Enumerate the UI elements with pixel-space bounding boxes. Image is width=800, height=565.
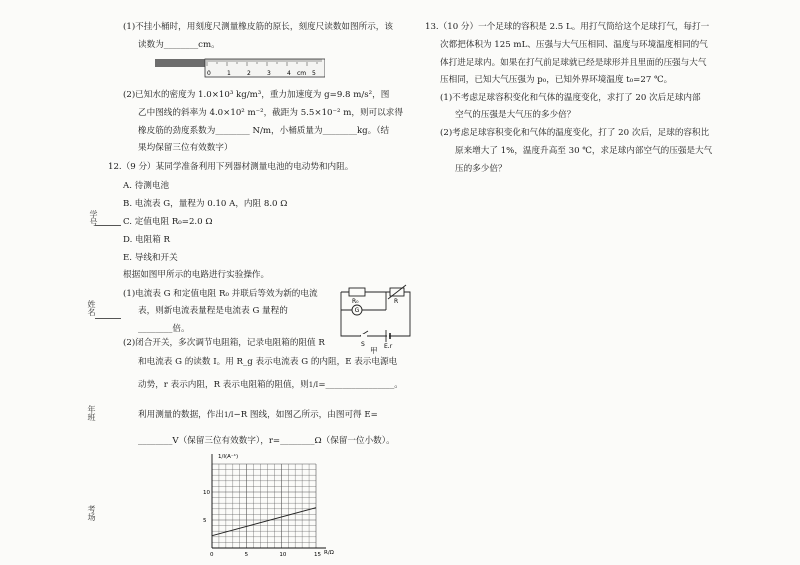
q12-option-b: B. 电流表 G，量程为 0.10 A，内阻 8.0 Ω — [123, 199, 288, 209]
graph-y-tick-label: 5 — [203, 518, 207, 524]
q12-part2-line2: 和电流表 G 的读数 I。用 R_g 表示电流表 G 的内阻，E 表示电源电 — [138, 357, 398, 367]
graph-x-tick-label: 5 — [244, 552, 249, 558]
q13-part2-line3: 压的多少倍？ — [455, 164, 507, 174]
graph-grid — [212, 464, 316, 548]
ruler-tick-label: 4 — [287, 70, 291, 77]
graph-y-axis-label: 1/I(A⁻¹) — [218, 454, 239, 460]
q13-part1-line2: 空气的压强是大气压的多少倍？ — [455, 110, 576, 120]
ruler-unit-label: cm — [297, 70, 307, 77]
sidebar-student-id-label: 学号 — [89, 210, 98, 226]
q12-part1-line3: ________倍。 — [138, 324, 190, 334]
circuit-label-r: R — [394, 298, 399, 305]
q13-part2-line2: 原来增大了 1%，温度升高至 30 ℃，求足球内部空气的压强是大气 — [455, 146, 713, 156]
q11-part2-line2: 乙中图线的斜率为 4.0×10² m⁻²，截距为 5.5×10⁻² m，则可以求得 — [138, 108, 403, 118]
fraction-1-over-i: 1/I — [223, 411, 234, 419]
fraction-1-over-i: 1/I — [308, 381, 319, 389]
q12-part2-line3 — [138, 380, 403, 391]
q12-option-e: E. 导线和开关 — [123, 253, 178, 263]
resistor-r0 — [349, 288, 365, 296]
graph-x-tick-label: 10 — [279, 552, 287, 558]
graph-x-ticks — [210, 552, 321, 558]
q11-part1-line1: (1)不挂小桶时，用刻度尺测量橡皮筋的原长，刻度尺读数如图所示，该 — [123, 22, 393, 32]
q13-stem-line1: 13.（10 分）一个足球的容积是 2.5 L。用打气筒给这个足球打气，每打一 — [425, 22, 710, 32]
q13-stem-line3: 体打进足球内。如果在打气前足球就已经是球形并且里面的压强与大气 — [440, 58, 707, 68]
q11-part2-line1: (2)已知水的密度为 1.0×10³ kg/m³，重力加速度为 g=9.8 m/s²，图 — [123, 90, 390, 100]
sidebar-name-line — [95, 318, 121, 319]
circuit-label-er: E,r — [384, 343, 393, 348]
sidebar-name-label: 姓名 — [87, 300, 96, 316]
sidebar-class-label: 年班 — [87, 405, 96, 421]
circuit-caption: 甲 — [370, 346, 378, 355]
q12-part2-line3-tail: =________________。 — [318, 380, 403, 390]
q12-part2-line4-tail: −R 图线，如图乙所示，由图可得 E= — [233, 410, 378, 420]
q12-part2-line3-text: 动势，r 表示内阻，R 表示电阻箱的阻值，则 — [138, 380, 309, 390]
q12-part1-line2: 表，则新电流表量程是电流表 G 量程的 — [138, 306, 288, 316]
q12-title: 12.（9 分）某同学准备利用下列器材测量电池的电动势和内阻。 — [108, 162, 354, 172]
graph-1-over-i-vs-r — [196, 448, 356, 562]
q12-part2-line4 — [138, 410, 378, 421]
q12-part1-line1: (1)电流表 G 和定值电阻 R₀ 并联后等效为新的电流 — [123, 289, 318, 299]
q12-option-c: C. 定值电阻 R₀=2.0 Ω — [123, 217, 213, 227]
q12-option-a: A. 待测电池 — [123, 181, 170, 191]
q12-intro: 根据如图甲所示的电路进行实验操作。 — [123, 270, 270, 280]
q13-part2-line1: (2)考虑足球容积变化和气体的温度变化，打了 20 次后，足球的容积比 — [440, 128, 710, 138]
ruler-tick-label: 0 — [207, 70, 211, 77]
sidebar-room-label: 考场 — [87, 505, 96, 521]
graph-y-ticks — [203, 490, 210, 524]
graph-x-tick-label: 15 — [314, 552, 321, 558]
ruler-tick-label: 3 — [267, 70, 271, 77]
q12-part2-line1: (2)闭合开关，多次调节电阻箱，记录电阻箱的阻值 R — [123, 338, 325, 348]
graph-series-line — [212, 508, 316, 536]
q12-part2-line4-text: 利用测量的数据，作出 — [138, 410, 224, 420]
q12-part2-line5: ________V（保留三位有效数字），r=________Ω（保留一位小数）。 — [138, 436, 395, 446]
sidebar-student-id-line — [95, 225, 121, 226]
graph-x-tick-label: 0 — [210, 552, 214, 558]
graph-x-axis-label: R/Ω — [324, 550, 334, 556]
q11-part2-line4: 果均保留三位有效数字） — [138, 143, 233, 153]
q11-part2-line3: 橡皮筋的劲度系数为________ N/m，小桶质量为________kg。（结 — [138, 126, 390, 136]
rubber-band-image — [155, 59, 205, 67]
ruler-tick-label: 5 — [312, 70, 316, 77]
q13-stem-line4: 压相同，已知大气压强为 p₀，已知外界环境温度 t₀=27 ℃。 — [440, 75, 673, 85]
q12-option-d: D. 电阻箱 R — [123, 235, 171, 245]
q13-part1-line1: (1)不考虑足球容积变化和气体的温度变化，求打了 20 次后足球内部 — [440, 93, 701, 103]
ruler-figure — [155, 56, 325, 78]
q13-stem-line2: 次都把体积为 125 mL、压强与大气压相同、温度与环境温度相同的气 — [440, 40, 708, 50]
circuit-label-g: G — [354, 307, 360, 315]
circuit-label-r0: R₀ — [352, 298, 359, 305]
q11-part1-line2: 读数为________cm。 — [138, 40, 220, 50]
ruler-tick-label: 2 — [247, 70, 251, 77]
circuit-label-s: S — [361, 341, 365, 348]
graph-y-tick-label: 10 — [203, 490, 210, 496]
ruler-tick-label: 1 — [227, 70, 231, 77]
circuit-diagram — [338, 284, 418, 348]
